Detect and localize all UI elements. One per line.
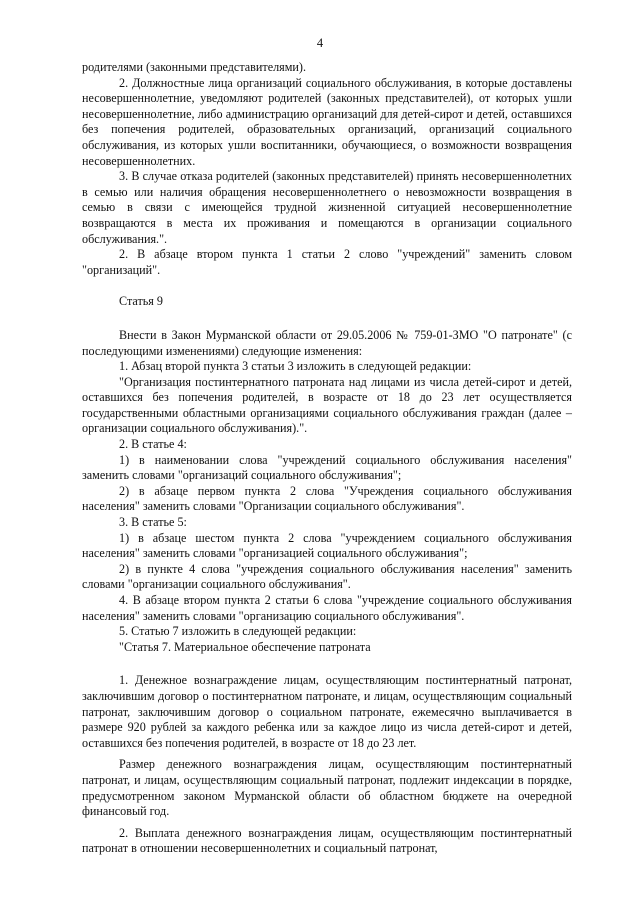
document-body	[82, 60, 572, 857]
paragraph-amendment-4: 4. В абзаце втором пункта 2 статьи 6 слова "учреждение социального обслуживания населения" заменить словами "организацию социального обслуживания".	[82, 593, 572, 623]
paragraph-article-7-item-2: 2. Выплата денежного вознаграждения лицам, осуществляющим постинтернатный патронат в отношении несовершеннолетних и социальный патронат,	[82, 825, 572, 856]
article-heading: Статья 9	[119, 294, 163, 309]
paragraph-amendment-5: 5. Статью 7 изложить в следующей редакции:	[119, 624, 357, 639]
paragraph-article-7-indexation: Размер денежного вознаграждения лицам, осуществляющим постинтернатный патронат, и лицам, осуществляющим социальный патронат, подлежит индексации в порядке, предусмотренном законом Мурманской области об областном бюджете на очередной финансовый год.	[82, 757, 572, 819]
paragraph-quote: "Организация постинтернатного патроната над лицами из числа детей-сирот и детей, оставшихся без попечения родителей, в возрасте от 18 до 23 лет осуществляется государственными областными организациями социального обслуживания граждан (далее – организации социального обслуживания).".	[82, 374, 572, 436]
paragraph-item-3: 3. В случае отказа родителей (законных представителей) принять несовершеннолетних в семью или наличия обращения несовершеннолетнего о невозможности возвращения в семью в связи с имеющейся трудной жизненной ситуацией несовершеннолетние возвращаются в места их проживания и помещаются в организации социального обслуживания.".	[82, 169, 572, 246]
spacer	[82, 278, 572, 294]
paragraph-item-2: 2. Должностные лица организаций социального обслуживания, в которые доставлены несовершеннолетние, уведомляют родителей (законных представителей), от которых ушли несовершеннолетние, либо администрацию организаций для детей-сирот и детей, оставшихся без попечения родителей, образовательных организаций, организаций социального обслуживания, из которых ушли воспитанники, обучающиеся, о возможности возвращения несовершеннолетних.	[82, 75, 572, 168]
paragraph-article-7-title: "Статья 7. Материальное обеспечение патроната	[119, 639, 371, 654]
page-number: 4	[316, 36, 324, 50]
paragraph-amendment-1: 1. Абзац второй пункта 3 статьи 3 изложить в следующей редакции:	[119, 359, 472, 374]
paragraph-subitem-2: 2) в абзаце первом пункта 2 слова "Учреждения социального обслуживания населения" заменить словами "Организации социального обслуживания".	[82, 483, 572, 514]
paragraph-subitem-1: 1) в наименовании слова "учреждений социального обслуживания населения" заменить словами "организаций социального обслуживания";	[82, 452, 572, 483]
paragraph-subitem-1b: 1) в абзаце шестом пункта 2 слова "учреждением социального обслуживания населения" заменить словами "организацией социального обслуживания";	[82, 530, 572, 561]
paragraph-intro: Внести в Закон Мурманской области от 29.05.2006 № 759-01-ЗМО "О патронате" (с последующими изменениями) следующие изменения:	[82, 327, 572, 358]
paragraph-subitem-2b: 2) в пункте 4 слова "учреждения социального обслуживания населения" заменить словами "организации социального обслуживания".	[82, 561, 572, 592]
paragraph-continuation: родителями (законными представителями).	[82, 60, 306, 74]
paragraph-article-7-item-1: 1. Денежное вознаграждение лицам, осуществляющим постинтернатный патронат, заключившим договор о постинтернатном патронате, и лицам, осуществляющим социальный патронат, заключившим договор о социальном патронате, ежемесячно выплачивается в размере 920 рублей за каждого ребенка или за каждое лицо из числа детей-сирот и детей, оставшихся без попечения родителей, в возрасте от 18 до 23 лет.	[82, 673, 572, 750]
paragraph-amendment-3-heading: 3. В статье 5:	[119, 515, 187, 530]
spacer	[82, 310, 572, 328]
spacer	[82, 655, 572, 673]
paragraph-amendment-2-heading: 2. В статье 4:	[119, 437, 187, 452]
paragraph-amendment-2: 2. В абзаце втором пункта 1 статьи 2 слово "учреждений" заменить словом "организаций".	[82, 247, 572, 277]
